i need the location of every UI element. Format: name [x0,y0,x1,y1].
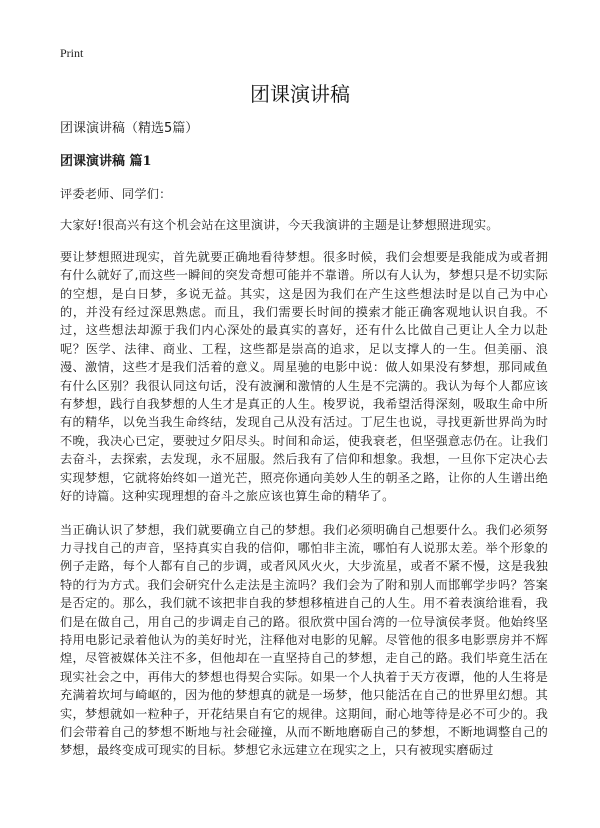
section-heading: 团课演讲稿 篇1 [60,154,152,169]
body-paragraph: 当正确认识了梦想，我们就要确立自己的梦想。我们必须明确自己想要什么。我们必须努力寻找自己的声音，坚持真实自我的信仰，哪怕非主流，哪怕有人说那太差。举个形象的例子走路，每个人都有自己的步调，或者风风火火，大步流星，或者不紧不慢，这是我独特的行为方式。我们会研究什么走法是主流吗？我们会为了附和别人而邯郸学步吗？答案是否定的。那么，我们就不该把非自我的梦想移植进自己的人生。用不着表演给谁看，我们是在做自己，用自己的步调走自己的路。很欣赏中国台湾的一位导演侯孝贤。他始终坚持用电影记录着他认为的美好时光，注释他对电影的见解。尽管他的很多电影票房并不辉煌，尽管被媒体关注不多，但他却在一直坚持自己的梦想，走自己的路。我们毕竟生活在现实社会之中，再伟大的梦想也得契合实际。如果一个人执着于天方夜谭，他的人生将是充满着坎坷与崎岖的，因为他的梦想真的就是一场梦，他只能活在自己的世界里幻想。其实，梦想就如一粒种子，开花结果自有它的规律。这期间，耐心地等待是必不可少的。我们会带着自己的梦想不断地与社会碰撞，从而不断地磨砺自己的梦想，不断地调整自己的梦想，最终变成可现实的目标。梦想它永远建立在现实之上，只有被现实磨砺过 [60,522,548,758]
body-paragraph: 要让梦想照进现实，首先就要正确地看待梦想。很多时候，我们会想要是我能成为或者拥有什么就好了,而这些一瞬间的突发奇想可能并不靠谱。所以有人认为，梦想只是不切实际的空想，是白日梦，多说无益。其实，这是因为我们在产生这些想法时是以自己为中心的，并没有经过深思熟虑。而且，我们需要长时间的摸索才能正确客观地认识自我。不过，这些想法却源于我们内心深处的最真实的喜好，还有什么比做自己更让人全力以赴呢？医学、法律、商业、工程，这些都是崇高的追求，足以支撑人的一生。但美丽、浪漫、激情，这些才是我们活着的意义。周星驰的电影中说：做人如果没有梦想，那同咸鱼有什么区别？我很认同这句话，没有波澜和激情的人生是不完满的。我认为每个人都应该有梦想，践行自我梦想的人生才是真正的人生。梭罗说，我希望活得深刻，吸取生命中所有的精华，以免当我生命终结，发现自己从没有活过。丁尼生也说，寻找更新世界尚为时不晚，我决心已定，要驶过夕阳尽头。时间和命运，使我衰老，但坚强意志仍在。让我们去奋斗，去探索，去发现，永不屈服。然后我有了信仰和想象。我想，一旦你下定决心去实现梦想，它就将始终如一道光芒，照亮你通向美妙人生的朝圣之路，让你的人生谱出绝好的诗篇。这种实现理想的奋斗之旅应该也算生命的精华了。 [60,249,548,504]
print-link[interactable]: Print [60,46,84,60]
page-title: 团课演讲稿 [250,82,350,106]
document-body [60,120,548,775]
intro-paragraph: 大家好!很高兴有这个机会站在这里演讲，今天我演讲的主题是让梦想照进现实。 [60,218,499,233]
document-subtitle: 团课演讲稿（精选5篇） [60,121,199,136]
greeting-paragraph: 评委老师、同学们： [60,187,172,201]
